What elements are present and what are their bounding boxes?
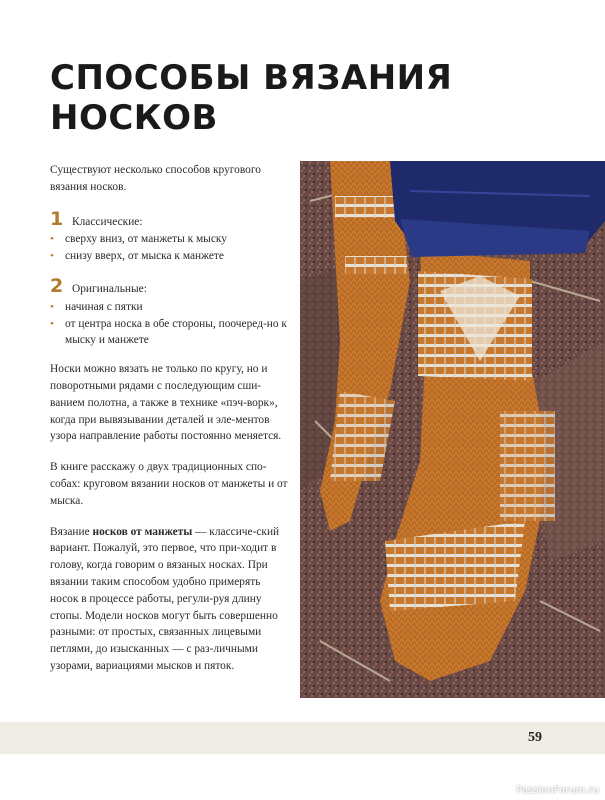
- socks-illustration: [300, 161, 605, 698]
- list-item: • от центра носка в обе стороны, поочеред-но к мыску и манжете: [50, 316, 288, 350]
- paragraph-3-prefix: Вязание: [50, 525, 93, 538]
- group-1-number: 1: [50, 207, 64, 230]
- text-column: [50, 162, 288, 689]
- group-1-heading: [50, 207, 288, 231]
- group-1-label: Классические:: [72, 215, 143, 228]
- page-title: [50, 58, 570, 138]
- title-line-2: НОСКОВ: [50, 98, 218, 138]
- intro-paragraph: Существуют несколько способов кругового вязания носков.: [50, 164, 261, 193]
- paragraph-3: [50, 524, 288, 675]
- group-2-number: 2: [50, 274, 64, 297]
- paragraph-1: Носки можно вязать не только по кругу, но и поворотными рядами с последующим сши-ванием полотна, а также в технике «пэч-ворк», когда при вывязывании деталей и эле-ментов узора направление работы постоянно меняется.: [50, 363, 282, 443]
- page-number: 59: [528, 730, 542, 745]
- group-2-heading: [50, 274, 288, 298]
- paragraph-3-bold: носков от манжеты: [92, 525, 193, 538]
- socks-photo: [300, 161, 605, 698]
- list-item: • сверху вниз, от манжеты к мыску: [50, 231, 288, 248]
- footer-band: [0, 722, 605, 754]
- group-1-list: [50, 231, 288, 265]
- group-2-list: [50, 299, 288, 349]
- paragraph-3-rest: — классиче-ский вариант. Пожалуй, это первое, что при-ходит в голову, когда говорим о вязаных носках. При вязании таким способом удобно примерять носок в процессе работы, регули-руя длину стопы. Модели носков могут быть совершенно разными: от простых, связанных лицевыми петлями, до изысканных — с раз-личными узорами, вариациями мысков и пяток.: [50, 525, 280, 672]
- title-line-1: СПОСОБЫ ВЯЗАНИЯ: [50, 58, 453, 98]
- list-item: • начиная с пятки: [50, 299, 288, 316]
- paragraph-2: В книге расскажу о двух традиционных спо-собах: круговом вязании носков от манжеты и от мыска.: [50, 461, 288, 507]
- list-item: • снизу вверх, от мыска к манжете: [50, 248, 288, 265]
- group-2-label: Оригинальные:: [72, 282, 147, 295]
- watermark: PassionForum.ru: [516, 785, 599, 796]
